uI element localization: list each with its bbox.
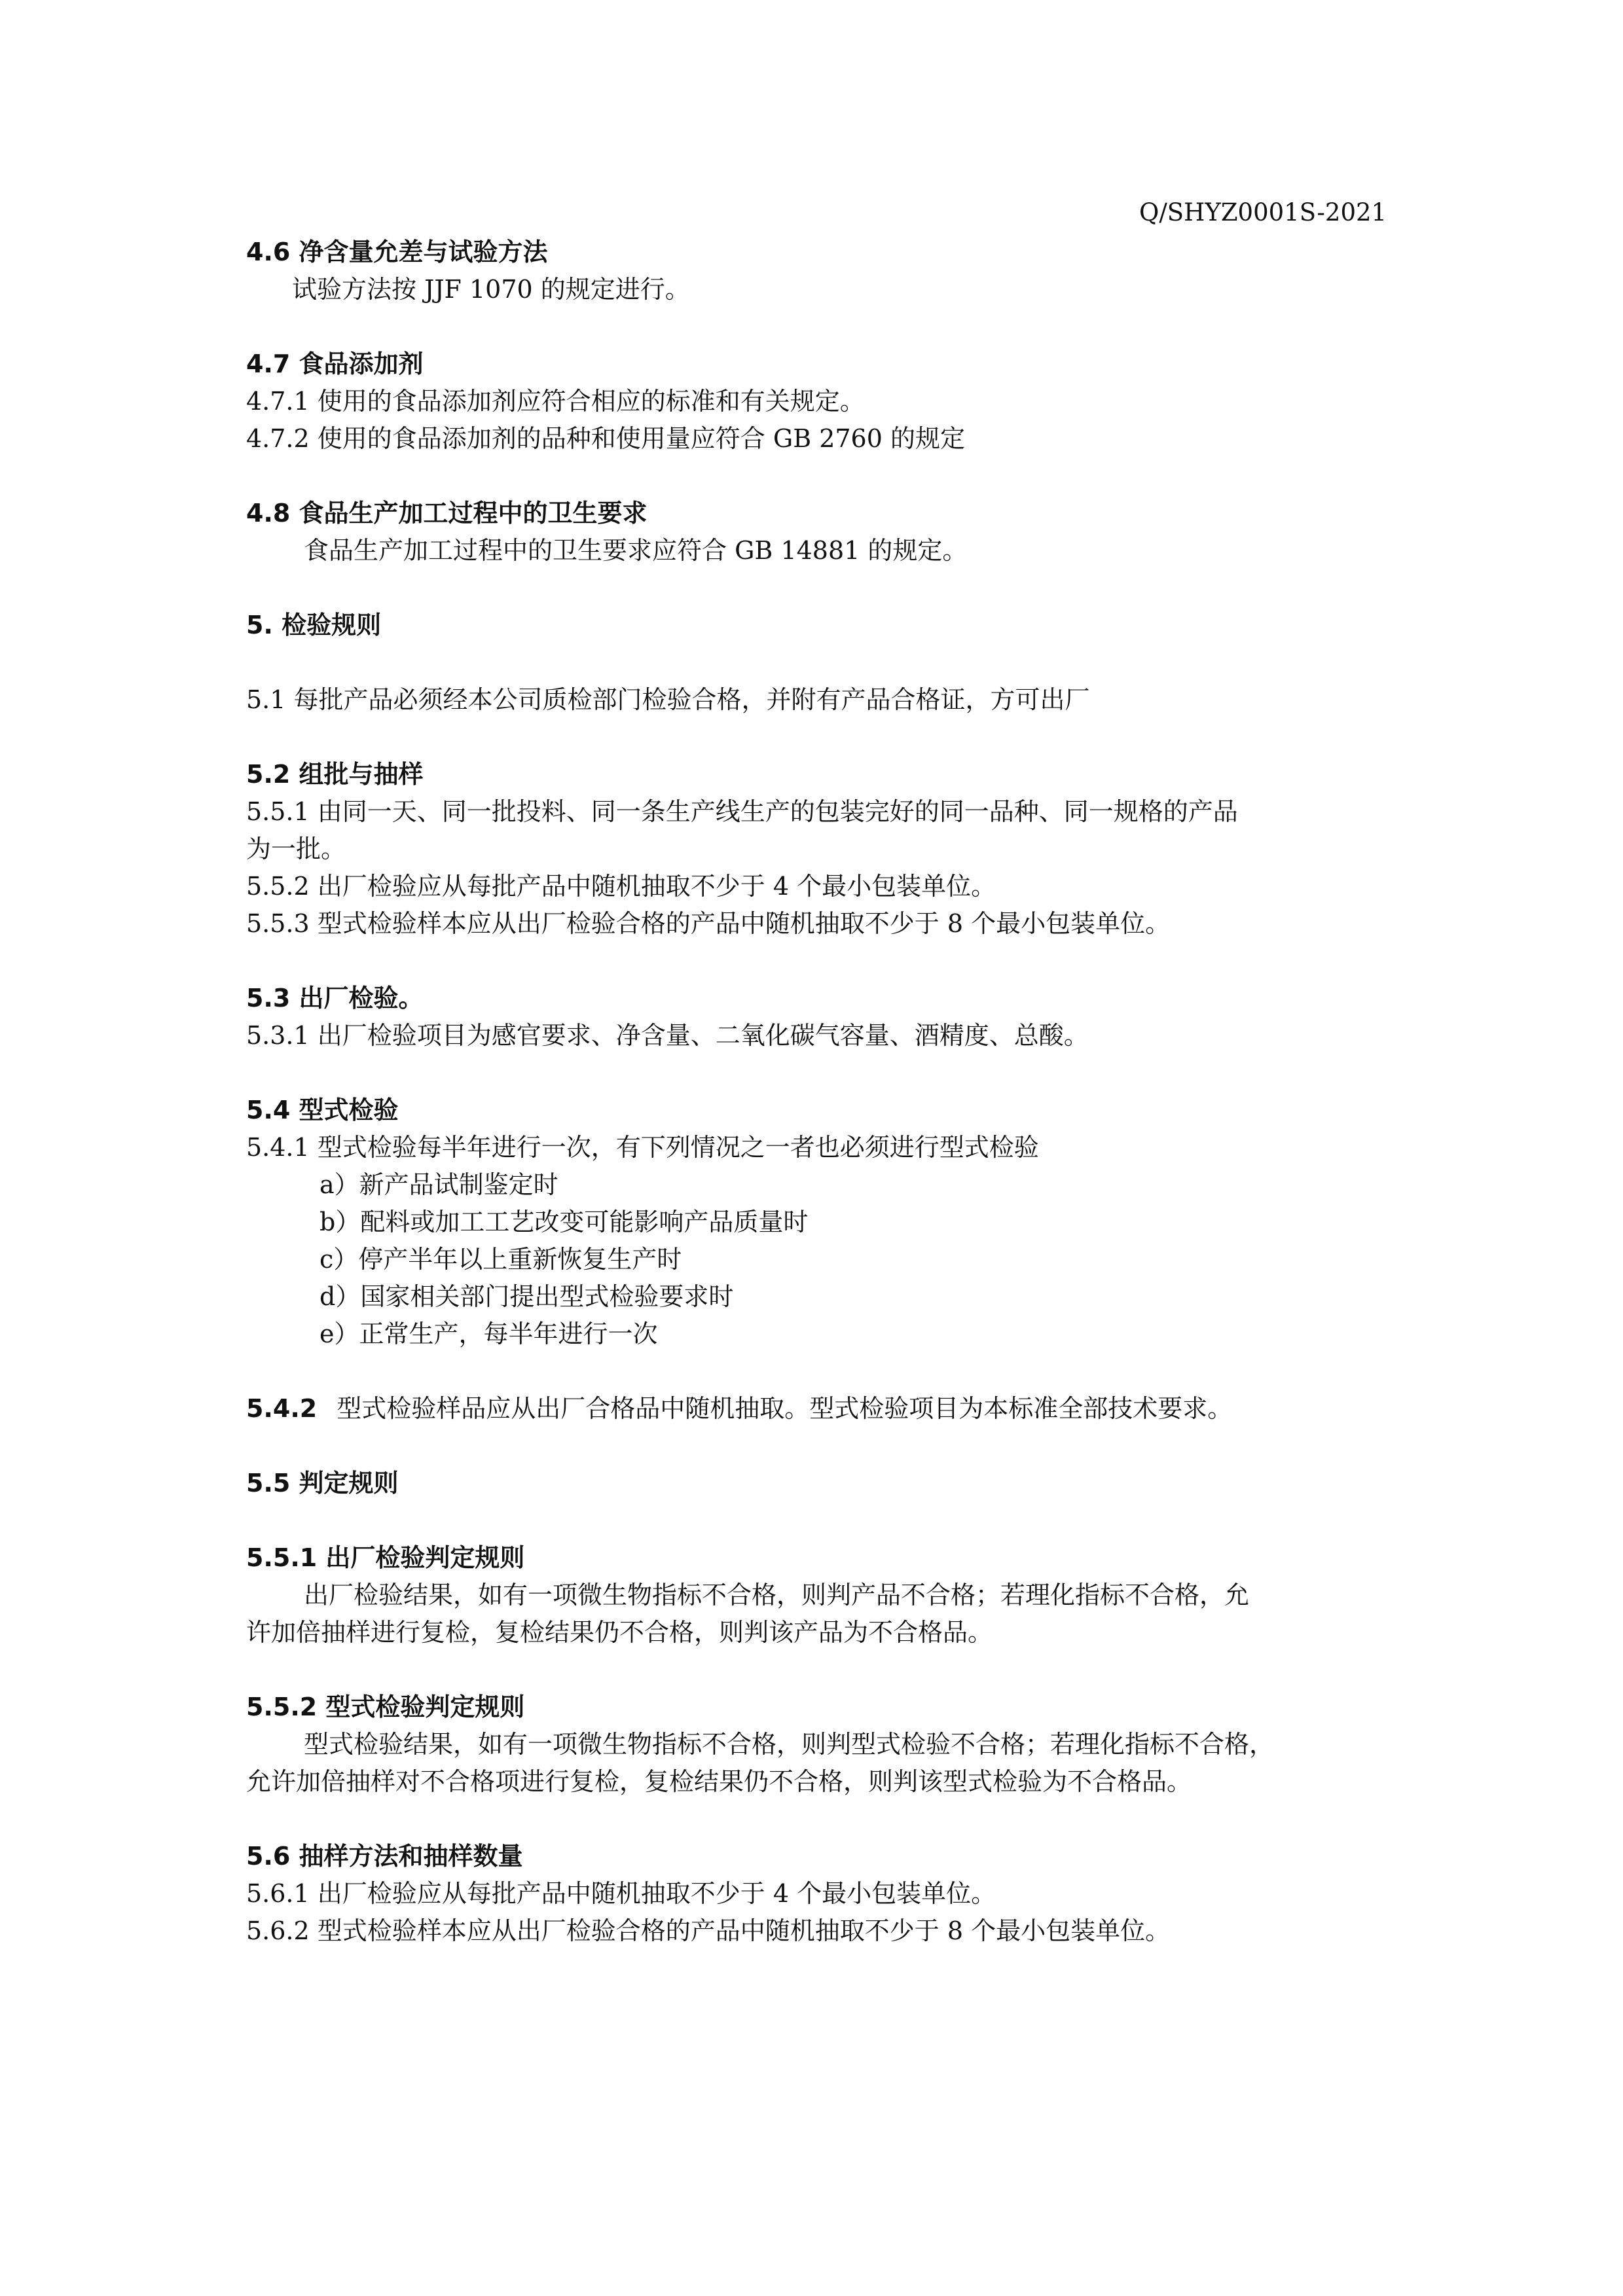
clause-5-4-2-text: 型式检验样品应从出厂合格品中随机抽取。型式检验项目为本标准全部技术要求。 bbox=[337, 1394, 1233, 1423]
heading-5-5-1: 5.5.1 出厂检验判定规则 bbox=[246, 1543, 525, 1572]
list-item-e: e）正常生产，每半年进行一次 bbox=[319, 1319, 658, 1348]
clause-5-6-2: 5.6.2 型式检验样本应从出厂检验合格的产品中随机抽取不少于 8 个最小包装单位。 bbox=[246, 1916, 1171, 1945]
heading-5-5: 5.5 判定规则 bbox=[246, 1469, 399, 1498]
clause-5-1: 5.1 每批产品必须经本公司质检部门检验合格，并附有产品合格证，方可出厂 bbox=[246, 685, 1090, 714]
clause-4-7-1: 4.7.1 使用的食品添加剂应符合相应的标准和有关规定。 bbox=[246, 387, 865, 416]
clause-5-5-2: 5.5.2 出厂检验应从每批产品中随机抽取不少于 4 个最小包装单位。 bbox=[246, 872, 996, 901]
heading-5-6: 5.6 抽样方法和抽样数量 bbox=[246, 1842, 523, 1871]
list-item-d: d）国家相关部门提出型式检验要求时 bbox=[319, 1282, 734, 1311]
document-code: Q/SHYZ0001S-2021 bbox=[1139, 198, 1387, 226]
heading-4-6: 4.6 净含量允差与试验方法 bbox=[246, 238, 548, 266]
paragraph-5-5-2-line1: 型式检验结果，如有一项微生物指标不合格，则判型式检验不合格；若理化指标不合格， bbox=[304, 1730, 1275, 1759]
clause-5-3-1: 5.3.1 出厂检验项目为感官要求、净含量、二氧化碳气容量、酒精度、总酸。 bbox=[246, 1021, 1089, 1050]
clause-5-5-1-line1: 5.5.1 由同一天、同一批投料、同一条生产线生产的包装完好的同一品种、同一规格的产品 bbox=[246, 797, 1238, 826]
list-item-a: a）新产品试制鉴定时 bbox=[319, 1170, 558, 1199]
document-body bbox=[246, 234, 1398, 1950]
heading-5-4: 5.4 型式检验 bbox=[246, 1096, 399, 1124]
clause-5-4-2 bbox=[246, 1390, 1398, 1427]
heading-5-5-2: 5.5.2 型式检验判定规则 bbox=[246, 1693, 525, 1721]
list-item-b: b）配料或加工工艺改变可能影响产品质量时 bbox=[319, 1208, 809, 1236]
clause-4-7-2: 4.7.2 使用的食品添加剂的品种和使用量应符合 GB 2760 的规定 bbox=[246, 424, 965, 453]
heading-4-8: 4.8 食品生产加工过程中的卫生要求 bbox=[246, 499, 647, 528]
paragraph-5-5-2-line2: 允许加倍抽样对不合格项进行复检，复检结果仍不合格，则判该型式检验为不合格品。 bbox=[246, 1767, 1192, 1796]
heading-5: 5. 检验规则 bbox=[246, 611, 382, 639]
paragraph-4-6: 试验方法按 JJF 1070 的规定进行。 bbox=[292, 275, 690, 304]
paragraph-4-8: 食品生产加工过程中的卫生要求应符合 GB 14881 的规定。 bbox=[304, 536, 968, 565]
paragraph-5-5-1-line2: 许加倍抽样进行复检，复检结果仍不合格，则判该产品为不合格品。 bbox=[246, 1618, 993, 1647]
heading-5-3: 5.3 出厂检验。 bbox=[246, 984, 424, 1013]
heading-4-7: 4.7 食品添加剂 bbox=[246, 350, 424, 378]
clause-5-5-1-line2: 为一批。 bbox=[246, 834, 346, 863]
clause-5-6-1: 5.6.1 出厂检验应从每批产品中随机抽取不少于 4 个最小包装单位。 bbox=[246, 1879, 996, 1908]
list-item-c: c）停产半年以上重新恢复生产时 bbox=[319, 1245, 682, 1274]
heading-5-2: 5.2 组批与抽样 bbox=[246, 760, 424, 789]
clause-5-4-2-number: 5.4.2 bbox=[246, 1394, 318, 1423]
clause-5-4-1: 5.4.1 型式检验每半年进行一次，有下列情况之一者也必须进行型式检验 bbox=[246, 1133, 1039, 1162]
clause-5-5-3: 5.5.3 型式检验样本应从出厂检验合格的产品中随机抽取不少于 8 个最小包装单位。 bbox=[246, 909, 1171, 938]
paragraph-5-5-1-line1: 出厂检验结果，如有一项微生物指标不合格，则判产品不合格；若理化指标不合格，允 bbox=[304, 1581, 1250, 1609]
